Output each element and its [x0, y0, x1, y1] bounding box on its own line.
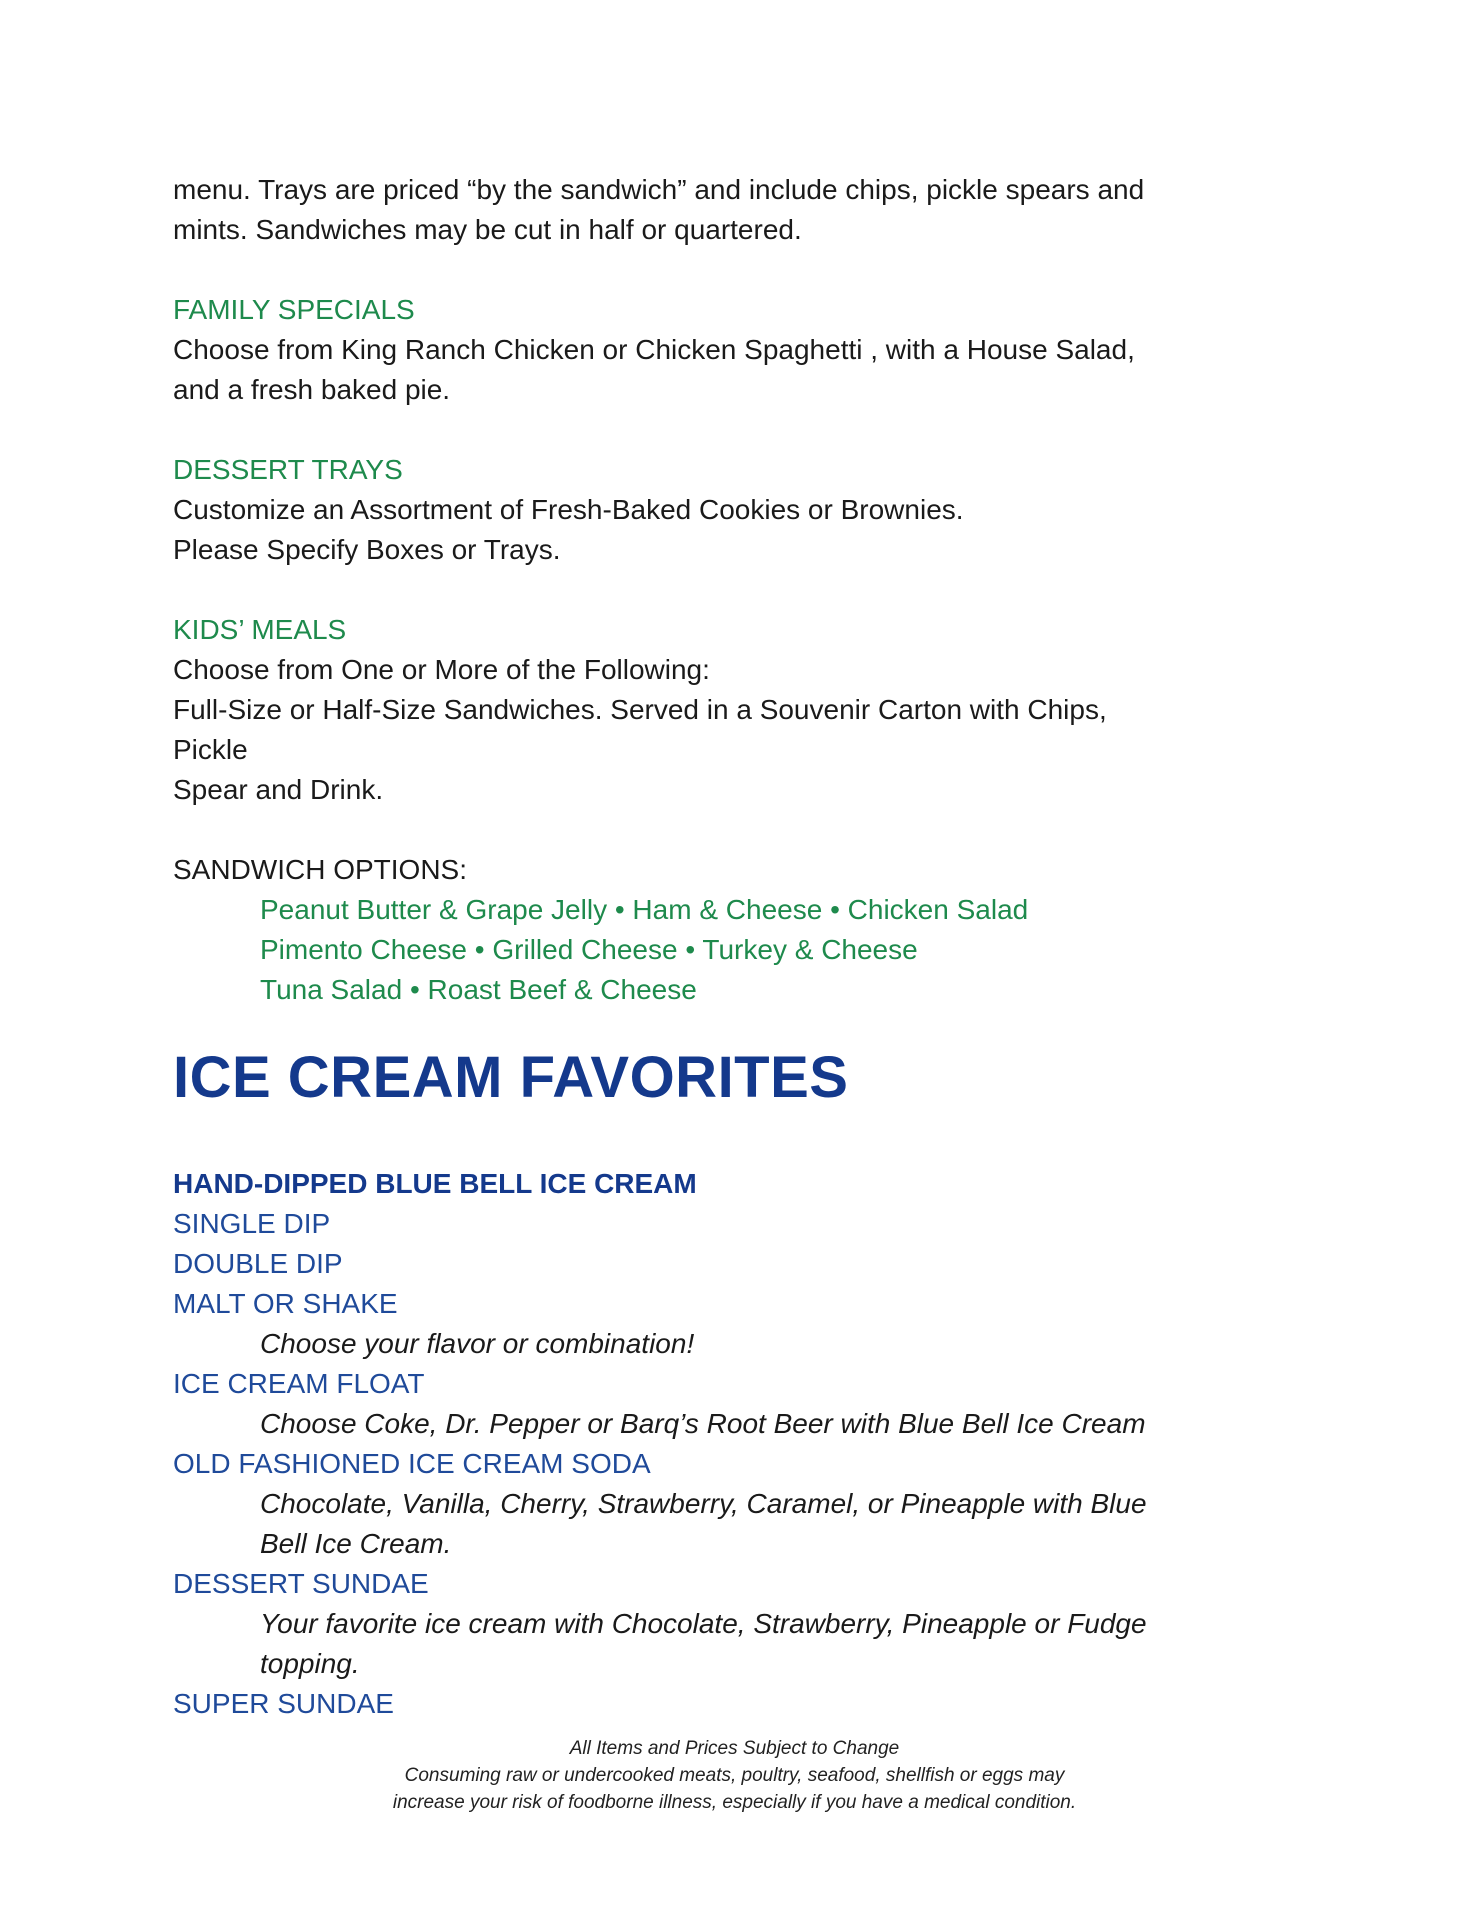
- float-description: Choose Coke, Dr. Pepper or Barq’s Root Beer with Blue Bell Ice Cream: [260, 1408, 1146, 1439]
- kids-meals-line-1: Choose from One or More of the Following:: [173, 654, 710, 685]
- item-double-dip: DOUBLE DIP: [173, 1248, 343, 1279]
- family-specials-heading: FAMILY SPECIALS: [173, 294, 415, 325]
- kids-meals-line-4: Spear and Drink.: [173, 774, 384, 805]
- sandwich-options-line: Tuna Salad • Roast Beef & Cheese: [260, 974, 697, 1005]
- sandwich-options-line: Peanut Butter & Grape Jelly • Ham & Cheese • Chicken Salad: [260, 894, 1029, 925]
- soda-description-1: Chocolate, Vanilla, Cherry, Strawberry, Caramel, or Pineapple with Blue: [260, 1488, 1147, 1519]
- sundae-description-2: topping.: [260, 1648, 360, 1679]
- item-ice-cream-soda: OLD FASHIONED ICE CREAM SODA: [173, 1448, 651, 1479]
- ice-cream-title: ICE CREAM FAVORITES: [173, 1045, 849, 1110]
- footer-disclaimer: [0, 1735, 1469, 1816]
- item-dessert-sundae: DESSERT SUNDAE: [173, 1568, 429, 1599]
- item-super-sundae: SUPER SUNDAE: [173, 1688, 394, 1719]
- menu-body: [173, 170, 1313, 1010]
- dessert-trays-line-2: Please Specify Boxes or Trays.: [173, 534, 561, 565]
- intro-line-1: menu. Trays are priced “by the sandwich” and include chips, pickle spears and: [173, 174, 1145, 205]
- footer-line-3: increase your risk of foodborne illness, especially if you have a medical condition.: [392, 1792, 1077, 1813]
- footer-line-1: All Items and Prices Subject to Change: [569, 1738, 900, 1759]
- malt-description: Choose your flavor or combination!: [260, 1328, 695, 1359]
- ice-cream-section: [173, 1164, 1323, 1724]
- item-ice-cream-float: ICE CREAM FLOAT: [173, 1368, 425, 1399]
- sandwich-options-heading: SANDWICH OPTIONS:: [173, 854, 468, 885]
- item-single-dip: SINGLE DIP: [173, 1208, 331, 1239]
- footer-line-2: Consuming raw or undercooked meats, poultry, seafood, shellfish or eggs may: [404, 1765, 1065, 1786]
- kids-meals-heading: KIDS’ MEALS: [173, 614, 347, 645]
- ice-cream-subheading: HAND-DIPPED BLUE BELL ICE CREAM: [173, 1168, 697, 1199]
- dessert-trays-heading: DESSERT TRAYS: [173, 454, 403, 485]
- kids-meals-line-2: Full-Size or Half-Size Sandwiches. Served in a Souvenir Carton with Chips,: [173, 694, 1107, 725]
- sandwich-options-line: Pimento Cheese • Grilled Cheese • Turkey & Cheese: [260, 934, 918, 965]
- intro-line-2: mints. Sandwiches may be cut in half or quartered.: [173, 214, 802, 245]
- kids-meals-line-3: Pickle: [173, 734, 248, 765]
- item-malt-or-shake: MALT OR SHAKE: [173, 1288, 398, 1319]
- family-specials-line-2: and a fresh baked pie.: [173, 374, 451, 405]
- soda-description-2: Bell Ice Cream.: [260, 1528, 452, 1559]
- family-specials-line-1: Choose from King Ranch Chicken or Chicken Spaghetti , with a House Salad,: [173, 334, 1135, 365]
- dessert-trays-line-1: Customize an Assortment of Fresh-Baked Cookies or Brownies.: [173, 494, 964, 525]
- sundae-description-1: Your favorite ice cream with Chocolate, Strawberry, Pineapple or Fudge: [260, 1608, 1147, 1639]
